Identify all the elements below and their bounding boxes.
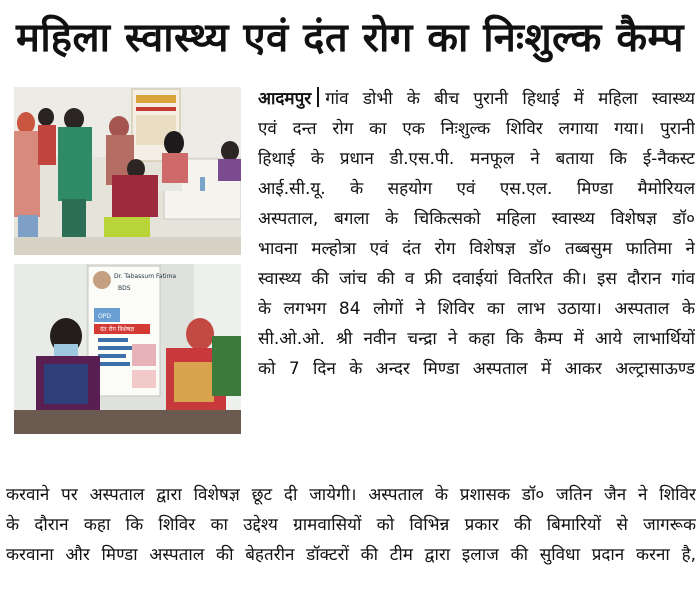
article-line: के दौरान कहा कि शिविर का उद्देश्य ग्रामवासियों को विभिन्न प्रकार की बिमारियों से जागरूक bbox=[6, 515, 696, 535]
article-line: एवं दन्त रोग का एक निःशुल्क शिविर लगाया गया। पुरानी bbox=[258, 119, 695, 139]
banner-heading: दंत रोग विशेषज्ञ bbox=[100, 326, 135, 333]
article-line bbox=[258, 84, 695, 114]
article-line: के लगभग 84 लोगों ने शिविर का लाभ उठाया। अस्पताल के bbox=[258, 299, 695, 319]
article-line: करवाना और मिण्डा अस्पताल की बेहतरीन डॉक्टरों की टीम द्वारा इलाज की सुविधा प्रदान करना है, bbox=[6, 545, 696, 565]
headline: महिला स्वास्थ्य एवं दंत रोग का निःशुल्क कैम्प bbox=[15, 15, 685, 61]
article-line: को 7 दिन के अन्दर मिण्डा अस्पताल में आकर अल्ट्रासाऊण्ड bbox=[258, 359, 695, 379]
article-full-width-text bbox=[6, 480, 696, 570]
article-column-text bbox=[258, 84, 695, 384]
article-line: स्वास्थ्य की जांच की व फ्री दवाईयां वितरित की। इस दौरान गांव bbox=[258, 269, 695, 289]
article-line-text: गांव डोभी के बीच पुरानी हिथाई में महिला स्वास्थ्य bbox=[325, 89, 695, 109]
dateline-separator bbox=[317, 87, 319, 107]
article-line: हिथाई के प्रधान डी.एस.पी. मनफूल ने बताया कि ई-नैकस्ट bbox=[258, 149, 695, 169]
article-line: अस्पताल, बगला के चिकित्सको महिला स्वास्थ्य विशेषज्ञ डॉ० bbox=[258, 209, 695, 229]
banner-opd: OPD bbox=[98, 313, 111, 320]
article-line: भावना मल्होत्रा एवं दंत रोग विशेषज्ञ डॉ० तब्बसुम फातिमा ने bbox=[258, 239, 695, 259]
article-line: करवाने पर अस्पताल द्वारा विशेषज्ञ छूट दी जायेगी। अस्पताल के प्रशासक डॉ० जतिन जैन ने शिविर bbox=[6, 485, 696, 505]
article-line: आई.सी.यू. के सहयोग एवं एस.एल. मिण्डा मैमोरियल bbox=[258, 179, 695, 199]
dateline: आदमपुर bbox=[258, 89, 312, 109]
banner-doctor-name: Dr. Tabassum Fatima bbox=[114, 273, 177, 280]
article-line: सी.ओ.ओ. श्री नवीन चन्द्रा ने कहा कि कैम्प में आये लाभार्थियों bbox=[258, 329, 695, 349]
camp-photo-dental-checkup bbox=[14, 264, 241, 434]
banner-degree: BDS bbox=[118, 285, 131, 292]
camp-photo-registration bbox=[14, 87, 241, 255]
